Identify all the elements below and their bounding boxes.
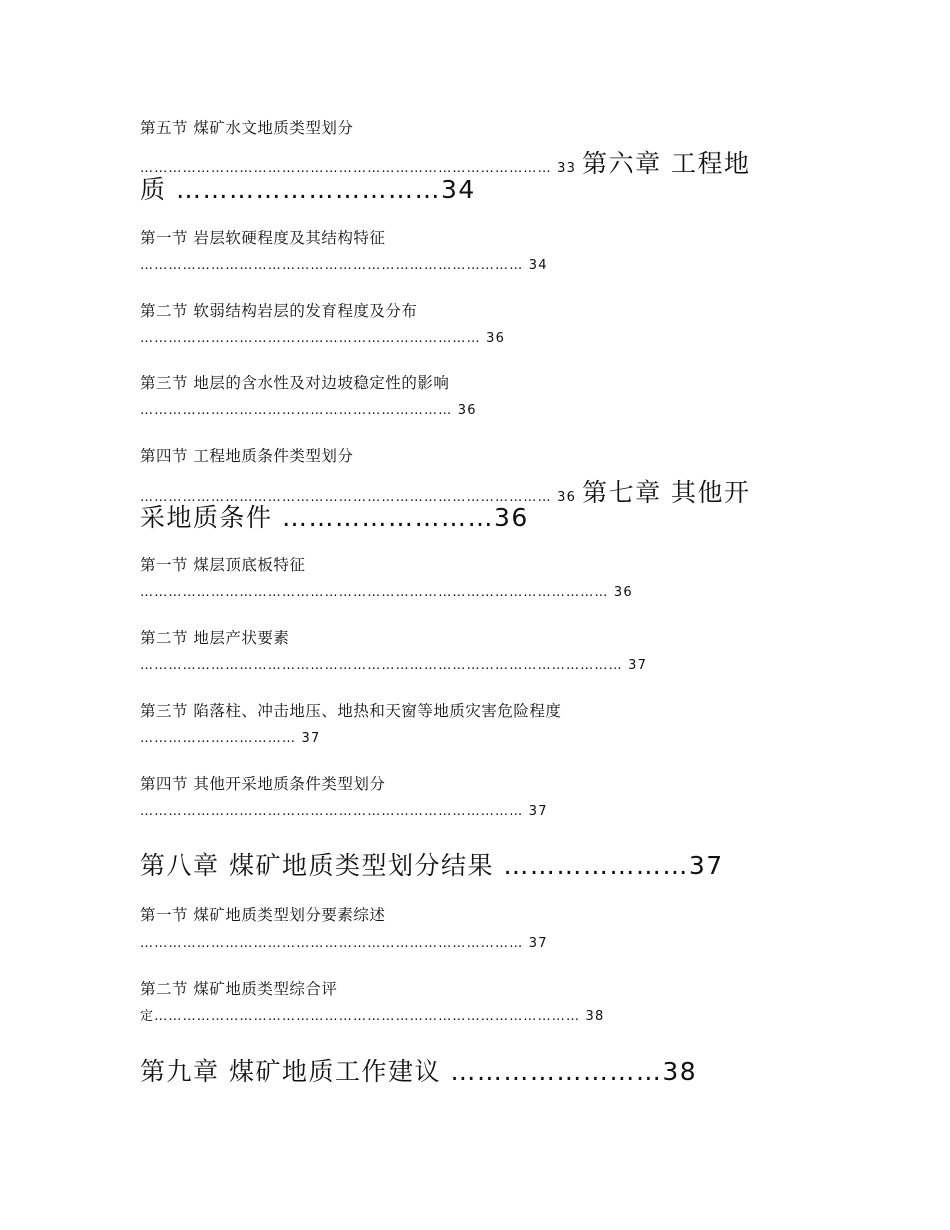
toc-entry-section-6-2[interactable]: 第二节 软弱结构岩层的发育程度及分布 (140, 302, 418, 320)
toc-leader: ……………………………………………………………………………………… 36 (140, 585, 633, 600)
toc-chapter-7-continued[interactable]: 采地质条件 ……………………36 (140, 503, 529, 532)
toc-chapter-6-continued[interactable]: 质 …………………………34 (140, 175, 476, 204)
toc-leader: …………………………………………………………………………… 33 (140, 161, 577, 176)
toc-leader: …………………………………………………………………………… 36 (140, 490, 577, 505)
toc-entry-section-7-3[interactable]: 第三节 陷落柱、冲击地压、地热和天窗等地质灾害危险程度 (140, 702, 562, 720)
toc-entry-chapter-7[interactable]: 第七章 其他开 (582, 478, 751, 507)
toc-entry-section-6-1[interactable]: 第一节 岩层软硬程度及其结构特征 (140, 229, 386, 247)
toc-leader: ……………………………………………………………………… 34 (140, 258, 548, 273)
toc-entry-section-8-1[interactable]: 第一节 煤矿地质类型划分要素综述 (140, 906, 386, 924)
toc-entry-line (140, 151, 751, 176)
toc-leader: …………………………… 37 (140, 731, 321, 746)
toc-entry-chapter-9[interactable]: 第九章 煤矿地质工作建议 ……………………38 (140, 1057, 698, 1086)
toc-leader: 定……………………………………………………………………………… 38 (140, 1009, 605, 1024)
toc-leader: ……………………………………………………………… 36 (140, 331, 506, 346)
toc-entry-chapter-6[interactable]: 第六章 工程地 (582, 149, 751, 178)
toc-entry-section-8-2[interactable]: 第二节 煤矿地质类型综合评 (140, 980, 338, 998)
toc-entry-chapter-8[interactable]: 第八章 煤矿地质类型划分结果 …………………37 (140, 851, 724, 880)
toc-leader: ……………………………………………………………………… 37 (140, 804, 548, 819)
toc-entry-section-7-2[interactable]: 第二节 地层产状要素 (140, 629, 290, 647)
toc-entry-section-7-4[interactable]: 第四节 其他开采地质条件类型划分 (140, 775, 386, 793)
toc-entry-section-5-5[interactable]: 第五节 煤矿水文地质类型划分 (140, 119, 354, 137)
toc-leader: ……………………………………………………………………… 37 (140, 936, 548, 951)
toc-entry-line (140, 480, 751, 505)
toc-entry-section-6-4[interactable]: 第四节 工程地质条件类型划分 (140, 447, 354, 465)
toc-leader: ………………………………………………………… 36 (140, 403, 477, 418)
toc-leader: ………………………………………………………………………………………… 37 (140, 658, 648, 673)
toc-entry-section-6-3[interactable]: 第三节 地层的含水性及对边坡稳定性的影响 (140, 374, 450, 392)
toc-entry-section-7-1[interactable]: 第一节 煤层顶底板特征 (140, 556, 306, 574)
